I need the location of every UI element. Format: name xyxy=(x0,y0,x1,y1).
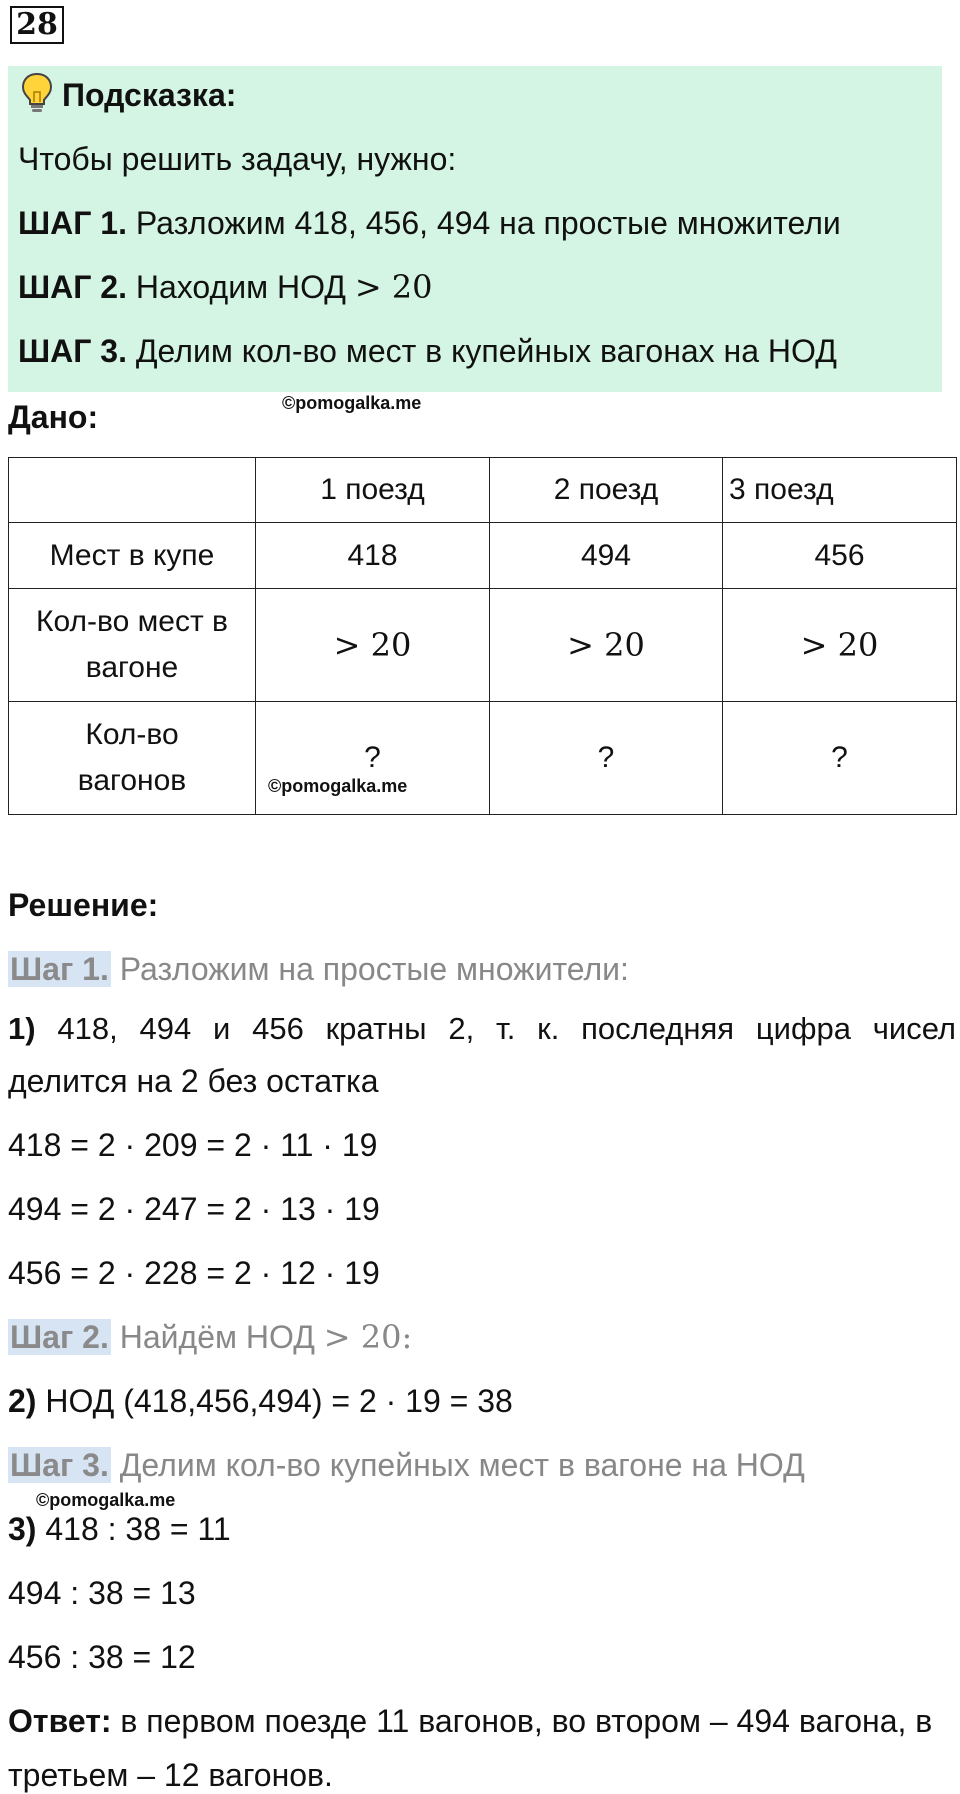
table-row-seats xyxy=(9,523,957,589)
solution-item-1-text: 418, 494 и 456 кратны 2, т. к. последняя цифра чисел xyxy=(57,1011,956,1046)
given-label: Дано: xyxy=(8,399,99,435)
row-seats-train-2: 494 xyxy=(490,523,723,589)
row-seats-per-car-train-3: > 20 xyxy=(723,589,957,702)
hint-step-2-label: ШАГ 2. xyxy=(18,269,127,305)
solution-item-2-number: 2) xyxy=(8,1383,37,1419)
watermark-3: ©pomogalka.me xyxy=(36,1490,176,1510)
row-cars-label-line1: Кол-во xyxy=(85,718,179,751)
solution-step-3-text: Делим кол-во купейных мест в вагоне на НОД xyxy=(119,1447,805,1483)
table-header-row xyxy=(9,458,957,523)
solution-label: Решение: xyxy=(8,887,159,923)
solution-item-2 xyxy=(8,1382,513,1420)
solution-step-1-heading xyxy=(8,950,629,988)
row-seats-per-car-train-2: > 20 xyxy=(490,589,723,702)
watermark-1: ©pomogalka.me xyxy=(282,393,422,413)
hint-step-2-math: > 20 xyxy=(354,268,433,306)
table-header-empty xyxy=(9,458,256,523)
solution-step-3-label: Шаг 3. xyxy=(10,1447,109,1483)
solution-item-2-text: НОД (418,456,494) = 2 · 19 = 38 xyxy=(45,1383,513,1419)
solution-item-1-line2: делится на 2 без остатка xyxy=(8,1063,379,1099)
division-494: 494 : 38 = 13 xyxy=(8,1575,196,1611)
row-seats-train-3: 456 xyxy=(723,523,957,589)
solution-step-1-text: Разложим на простые множители: xyxy=(119,951,629,987)
solution-step-3-heading xyxy=(8,1446,805,1484)
row-cars-train-3: ? xyxy=(723,702,957,815)
watermark-2: ©pomogalka.me xyxy=(268,776,408,796)
solution-step-2-math: > 20: xyxy=(323,1318,413,1356)
hint-step-3 xyxy=(18,332,837,370)
hint-intro: Чтобы решить задачу, нужно: xyxy=(18,141,457,177)
solution-item-1-line1 xyxy=(8,1010,956,1048)
solution-step-2-text: Найдём НОД xyxy=(119,1319,315,1355)
answer-line-1 xyxy=(8,1702,932,1740)
row-seats-per-car-label xyxy=(9,589,256,702)
hint-title: Подсказка: xyxy=(62,77,237,113)
equation-494: 494 = 2 · 247 = 2 · 13 · 19 xyxy=(8,1191,380,1227)
answer-line-2: третьем – 12 вагонов. xyxy=(8,1757,333,1793)
hint-step-2 xyxy=(18,268,433,306)
solution-item-3-number: 3) xyxy=(8,1511,37,1547)
row-cars-label xyxy=(9,702,256,815)
answer-text-1: в первом поезде 11 вагонов, во втором – 494 вагона, в xyxy=(120,1703,933,1739)
table-header-train-1: 1 поезд xyxy=(256,458,490,523)
problem-number: 28 xyxy=(10,6,64,44)
equation-418: 418 = 2 · 209 = 2 · 11 · 19 xyxy=(8,1127,378,1163)
given-table xyxy=(8,457,957,815)
row-cars-train-2: ? xyxy=(490,702,723,815)
hint-step-1-label: ШАГ 1. xyxy=(18,205,127,241)
solution-item-1-number: 1) xyxy=(8,1011,36,1046)
solution-step-2-label: Шаг 2. xyxy=(10,1319,109,1355)
hint-step-1-text: Разложим 418, 456, 494 на простые множители xyxy=(135,205,841,241)
table-header-train-3: 3 поезд xyxy=(723,458,957,523)
lightbulb-icon xyxy=(20,72,54,114)
equation-456: 456 = 2 · 228 = 2 · 12 · 19 xyxy=(8,1255,380,1291)
table-header-train-2: 2 поезд xyxy=(490,458,723,523)
solution-step-1-label: Шаг 1. xyxy=(10,951,109,987)
hint-step-3-label: ШАГ 3. xyxy=(18,333,127,369)
row-cars-label-line2: вагонов xyxy=(77,764,187,797)
hint-step-3-text: Делим кол-во мест в купейных вагонах на НОД xyxy=(135,333,837,369)
answer-label: Ответ: xyxy=(8,1703,112,1739)
solution-step-2-heading xyxy=(8,1318,412,1356)
hint-step-1 xyxy=(18,204,841,242)
row-seats-per-car-label-line2: вагоне xyxy=(85,651,179,684)
row-seats-label: Мест в купе xyxy=(9,523,256,589)
table-row-cars xyxy=(9,702,957,815)
row-seats-per-car-label-line1: Кол-во мест в xyxy=(36,605,228,638)
division-418: 418 : 38 = 11 xyxy=(45,1511,231,1547)
table-row-seats-per-car xyxy=(9,589,957,702)
solution-item-3 xyxy=(8,1510,231,1548)
division-456: 456 : 38 = 12 xyxy=(8,1639,196,1675)
row-cars-train-1: ? xyxy=(256,702,490,815)
row-seats-per-car-train-1: > 20 xyxy=(256,589,490,702)
hint-step-2-text: Находим НОД xyxy=(135,269,346,305)
row-seats-train-1: 418 xyxy=(256,523,490,589)
